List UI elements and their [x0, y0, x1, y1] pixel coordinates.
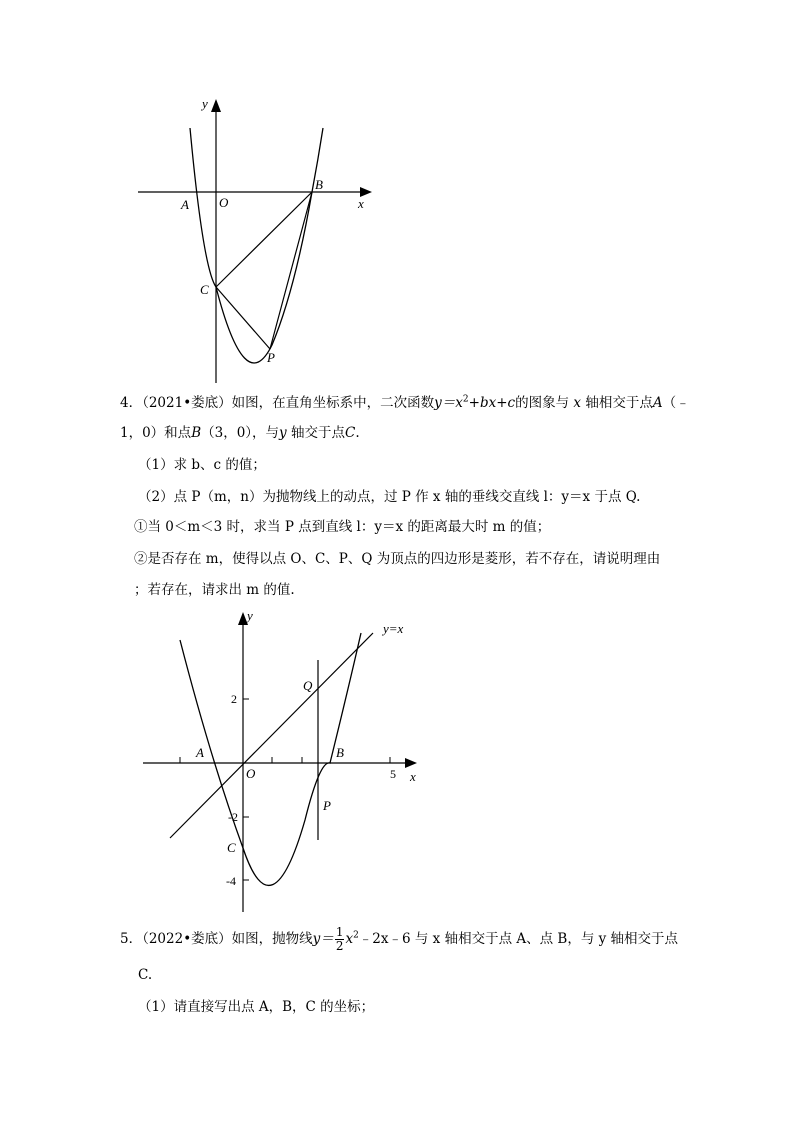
problem5-intro: 5．（2022•娄底）如图，抛物线 — [120, 931, 313, 947]
problem5-fraction — [335, 926, 345, 953]
fig1-label-P: P — [267, 350, 275, 365]
fig2-label-O: O — [246, 766, 256, 781]
problem4-question-1: （1）求 b、c 的值； — [138, 457, 266, 473]
fig2-tick-5: 5 — [390, 767, 396, 781]
problem5-text: ﹣2x﹣6 与 x 轴相交于点 A、点 B，与 y 轴相交于点 — [358, 931, 679, 947]
problem4-point-B: B — [191, 425, 202, 441]
problem4-intro: 4．（2021•娄底）如图，在直角坐标系中，二次函数 — [120, 395, 435, 411]
problem4-var-x: x — [573, 395, 582, 411]
problem4-function: y＝x — [434, 395, 463, 411]
problem4-text: （﹣ — [662, 395, 690, 411]
problem4-function-tail: +bx+c — [468, 395, 516, 411]
problem5-exponent: 2 — [353, 930, 359, 941]
fig2-label-B: B — [336, 745, 344, 760]
fig2-label-x: x — [410, 769, 416, 784]
problem4-text: 轴交于点 — [290, 425, 345, 441]
problem4-point-A: A — [652, 395, 663, 411]
fig2-tick-minus-2: -2 — [228, 810, 238, 824]
problem5-function: y＝ — [312, 931, 334, 947]
fig2-label-Q: Q — [303, 678, 313, 693]
problem4-text: 1，0）和点 — [120, 425, 192, 441]
fig2-label-line: y=x — [383, 621, 404, 636]
problem4-question-2: （2）点 P（m，n）为抛物线上的动点，过 P 作 x 轴的垂线交直线 l：y＝x 于点 Q. — [138, 489, 641, 505]
problem4-text: 的图象与 — [515, 395, 570, 411]
problem4-text: 轴相交于点 — [585, 395, 653, 411]
problem5-question-1: （1）请直接写出点 A，B，C 的坐标； — [138, 999, 375, 1015]
problem4-var-y: y — [279, 425, 287, 441]
fig1-label-B: B — [315, 177, 323, 192]
problem4-exponent: 2 — [462, 394, 469, 405]
problem5-line2: C. — [138, 967, 153, 983]
fig2-tick-minus-4: -4 — [226, 874, 236, 888]
problem4-question-2-part-3: ；若存在，请求出 m 的值. — [134, 582, 295, 598]
fig2-line-y-equals-x — [170, 633, 373, 838]
fig1-label-C: C — [200, 282, 209, 297]
problem5-var-x: x — [345, 931, 354, 947]
fraction-numerator: 1 — [335, 925, 344, 939]
fig1-label-y: y — [202, 96, 208, 111]
problem5-line1 — [120, 926, 678, 953]
fig2-tick-2: 2 — [231, 692, 237, 706]
fig1-label-x: x — [358, 196, 364, 211]
problem4-text: . — [355, 425, 360, 441]
fig2-label-C: C — [227, 840, 236, 855]
fig2-label-P: P — [323, 798, 331, 813]
fig1-label-O: O — [219, 195, 229, 210]
fraction-denominator: 2 — [335, 939, 344, 953]
fig2-x-arrow — [405, 758, 417, 768]
problem4-text: （3，0），与 — [201, 425, 280, 441]
problem4-point-C: C — [344, 425, 356, 441]
fig2-label-y: y — [247, 608, 253, 623]
fig1-label-A: A — [181, 197, 189, 212]
problem4-question-2-part-2: ②是否存在 m，使得以点 O、C、P、Q 为顶点的四边形是菱形，若不存在，请说明理由 — [134, 551, 661, 567]
fig2-parabola — [180, 633, 361, 885]
problem4-question-2-part-1: ①当 0＜m＜3 时，求当 P 点到直线 l：y＝x 的距离最大时 m 的值； — [134, 519, 551, 535]
fig2-label-A: A — [196, 745, 204, 760]
